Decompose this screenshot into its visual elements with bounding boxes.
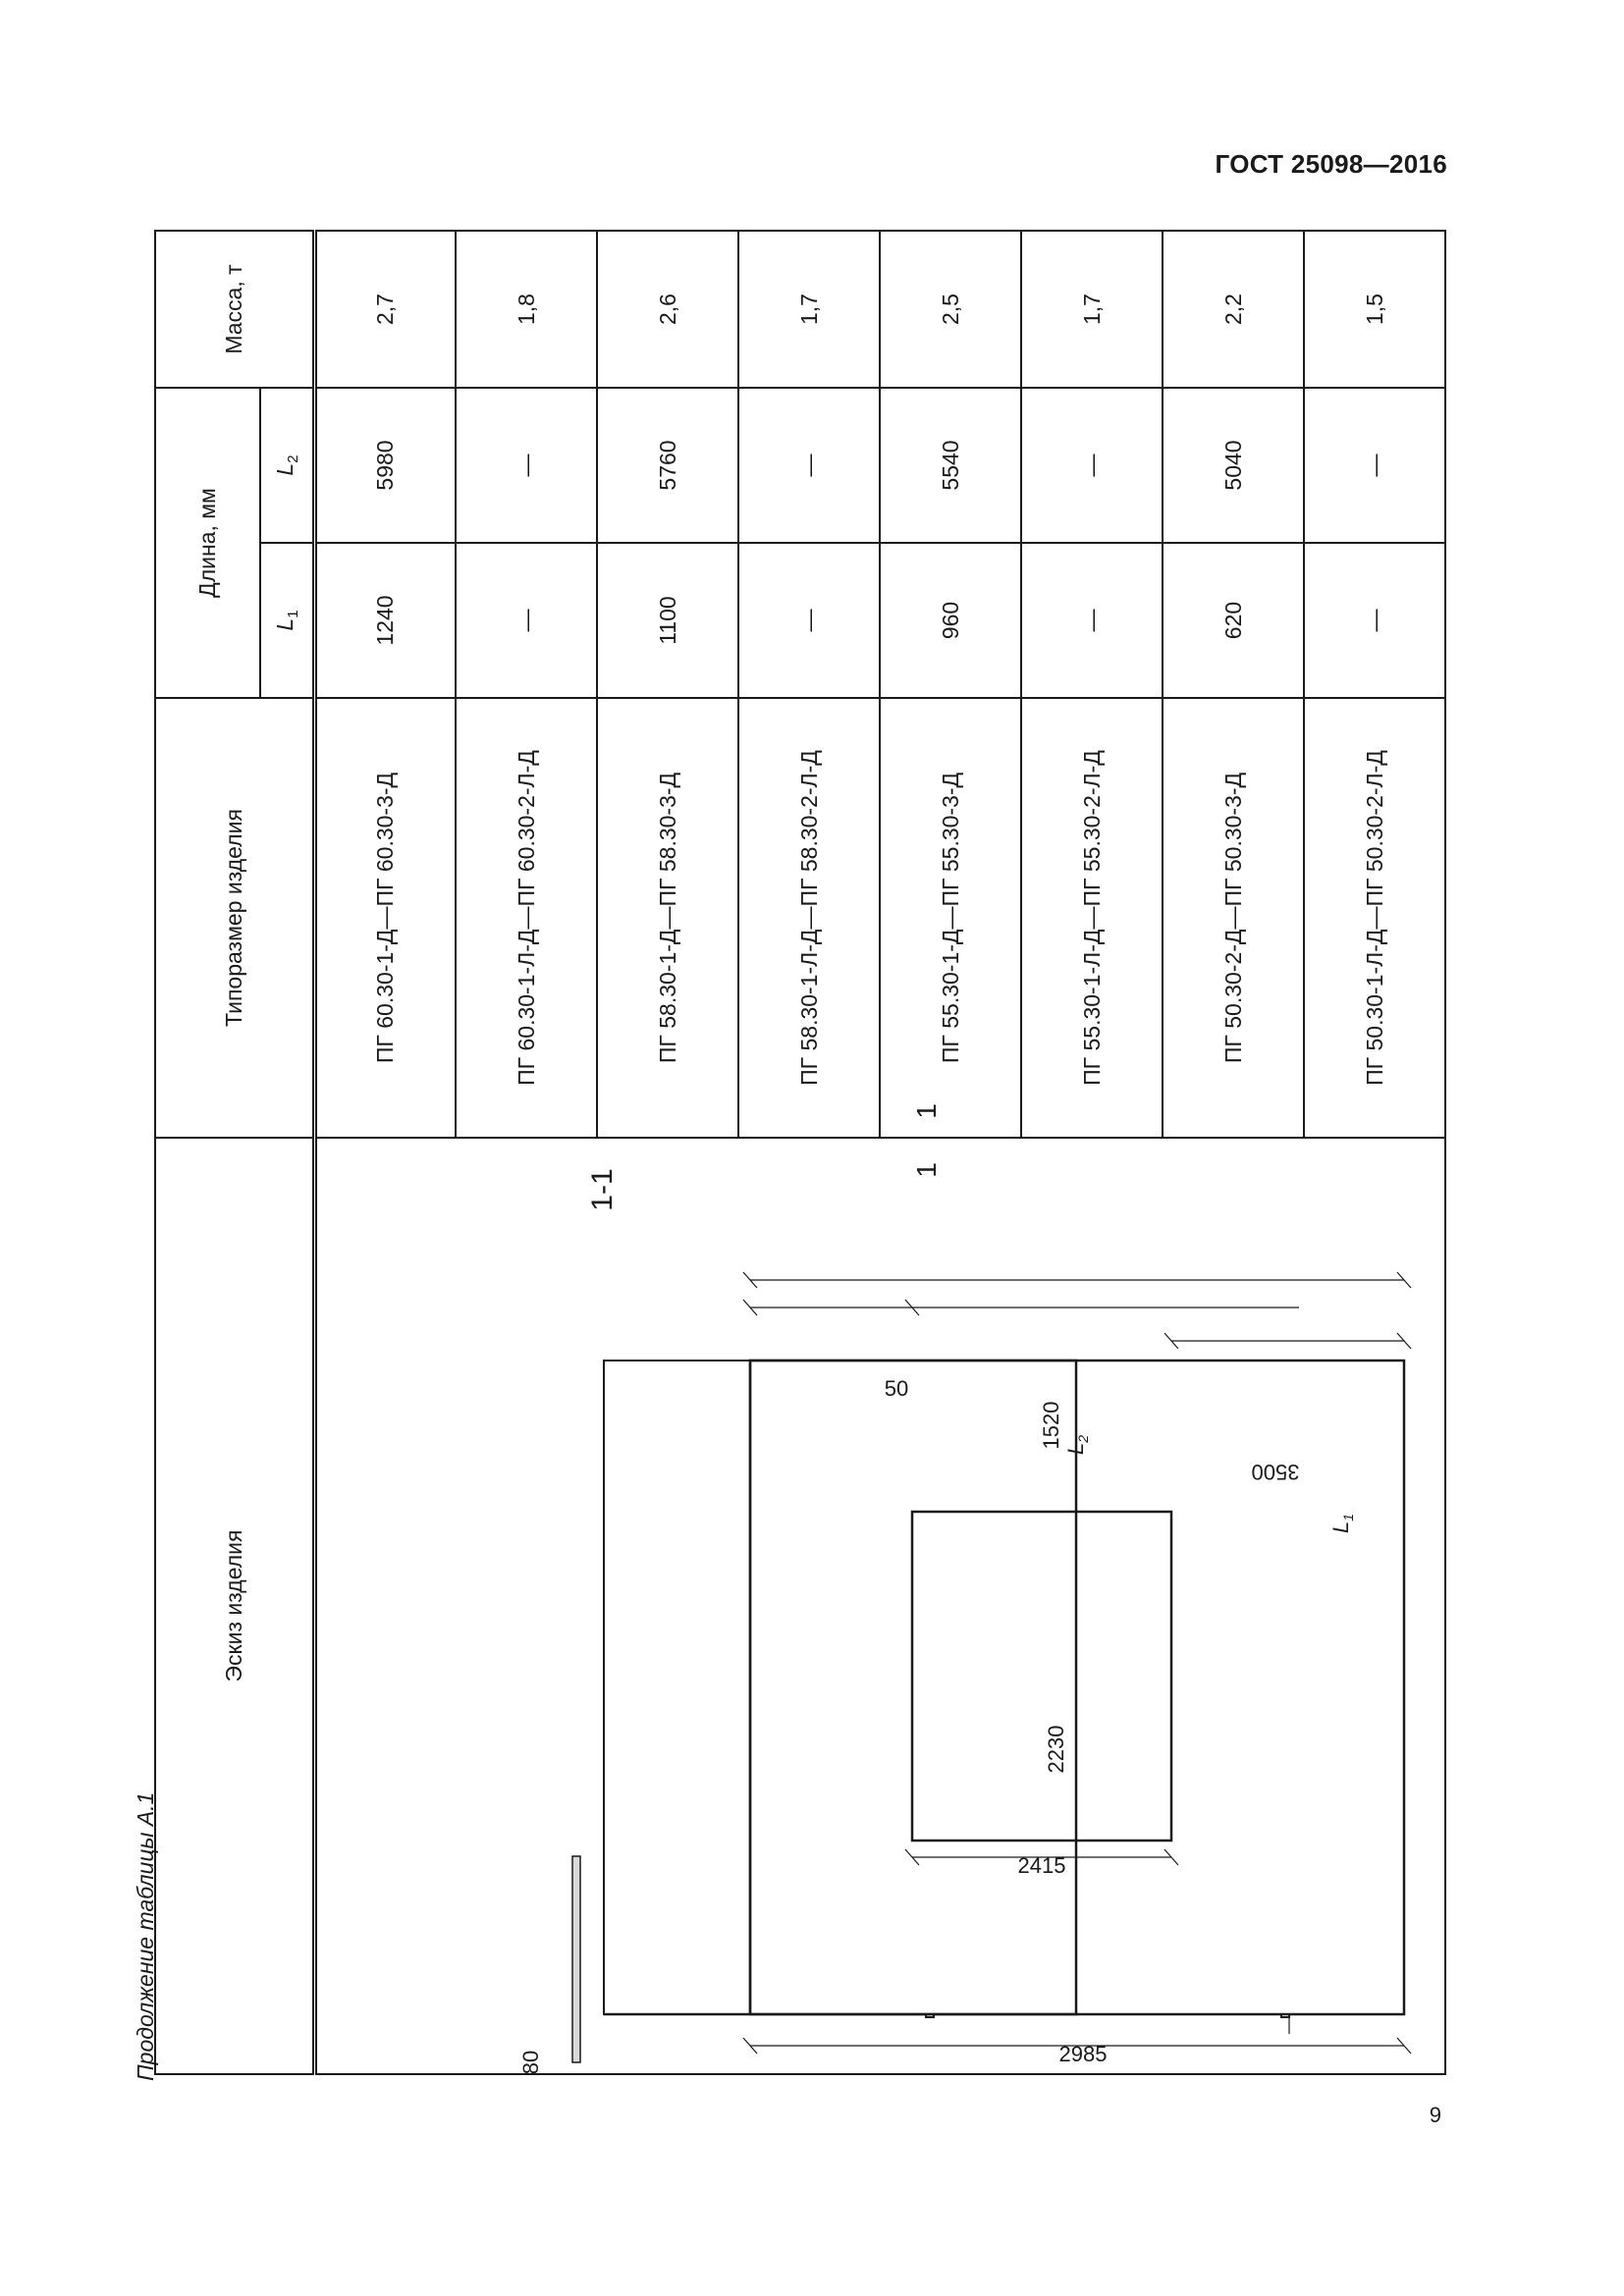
section-mark-bottom: 1 — [910, 1162, 942, 1178]
dim-l2: $L_2$ — [1062, 1434, 1091, 1456]
mass-cell: 1,7 — [1021, 231, 1163, 388]
l1-cell: — — [456, 543, 597, 698]
header-sketch: Эскиз изделия — [155, 1138, 314, 2074]
mass-cell: 1,5 — [1304, 231, 1445, 388]
type-cell: ПГ 60.30-1-Л-Д—ПГ 60.30-2-Л-Д — [456, 698, 597, 1138]
l1-cell: — — [1021, 543, 1163, 698]
section-mark-top: 1 — [910, 1103, 942, 1119]
l2-cell: 5980 — [314, 388, 456, 543]
type-cell: ПГ 55.30-1-Л-Д—ПГ 55.30-2-Л-Д — [1021, 698, 1163, 1138]
l1-cell: 1240 — [314, 543, 456, 698]
mass-cell: 1,8 — [456, 231, 597, 388]
dim-gap: 50 — [884, 1376, 908, 1401]
mass-cell: 1,7 — [738, 231, 880, 388]
type-cell: ПГ 50.30-1-Л-Д—ПГ 50.30-2-Л-Д — [1304, 698, 1445, 1138]
dim-spacing: 3500 — [1251, 1460, 1299, 1484]
type-cell: ПГ 58.30-1-Л-Д—ПГ 58.30-2-Л-Д — [738, 698, 880, 1138]
table-row — [314, 231, 456, 2074]
header-length: Длина, мм — [155, 388, 260, 698]
l2-cell: 5040 — [1163, 388, 1304, 543]
mass-cell: 2,2 — [1163, 231, 1304, 388]
table-caption: Продолжение таблицы А.1 — [133, 1791, 158, 2081]
dim-opening-height: 1520 — [1038, 1401, 1063, 1450]
section-strip — [572, 1856, 580, 2062]
window-opening — [912, 1512, 1171, 1841]
page-number: 9 — [1429, 2103, 1441, 2127]
type-cell: ПГ 55.30-1-Д—ПГ 55.30-3-Д — [880, 698, 1021, 1138]
mass-cell: 2,5 — [880, 231, 1021, 388]
l2-cell: 5540 — [880, 388, 1021, 543]
l2-cell: — — [738, 388, 880, 543]
panel-sketch — [317, 1103, 1446, 2075]
type-cell: ПГ 50.30-2-Д—ПГ 50.30-3-Д — [1163, 698, 1304, 1138]
document-code: ГОСТ 25098—2016 — [1215, 149, 1447, 179]
mass-cell: 2,7 — [314, 231, 456, 388]
l1-cell: 1100 — [597, 543, 738, 698]
l2-cell: — — [456, 388, 597, 543]
l2-cell: — — [1304, 388, 1445, 543]
dim-l1: $L_1$ — [1327, 1513, 1356, 1534]
type-cell: ПГ 58.30-1-Д—ПГ 58.30-3-Д — [597, 698, 738, 1138]
l2-cell: 5760 — [597, 388, 738, 543]
header-type: Типоразмер изделия — [155, 698, 314, 1138]
product-table-grid — [154, 230, 1446, 2075]
header-l1: $L_1$ — [260, 543, 314, 698]
sketch-cell — [314, 1103, 1445, 2075]
type-cell: ПГ 60.30-1-Д—ПГ 60.30-3-Д — [314, 698, 456, 1138]
dim-overall-width: 2985 — [1058, 2042, 1107, 2066]
l1-cell: 620 — [1163, 543, 1304, 698]
l2-cell: — — [1021, 388, 1163, 543]
header-l2: $L_2$ — [260, 388, 314, 543]
dim-opening-width: 2415 — [1017, 1853, 1065, 1878]
dim-thickness: 80 — [517, 2050, 543, 2075]
dim-bottom-offset: 2230 — [1043, 1725, 1068, 1774]
product-table — [154, 232, 1442, 2075]
header-mass: Масса, т — [155, 231, 314, 388]
l1-cell: 960 — [880, 543, 1021, 698]
mass-cell: 2,6 — [597, 231, 738, 388]
l1-cell: — — [738, 543, 880, 698]
l1-cell: — — [1304, 543, 1445, 698]
section-label: 1-1 — [585, 1168, 619, 1211]
panel-outline — [604, 1361, 1404, 2017]
